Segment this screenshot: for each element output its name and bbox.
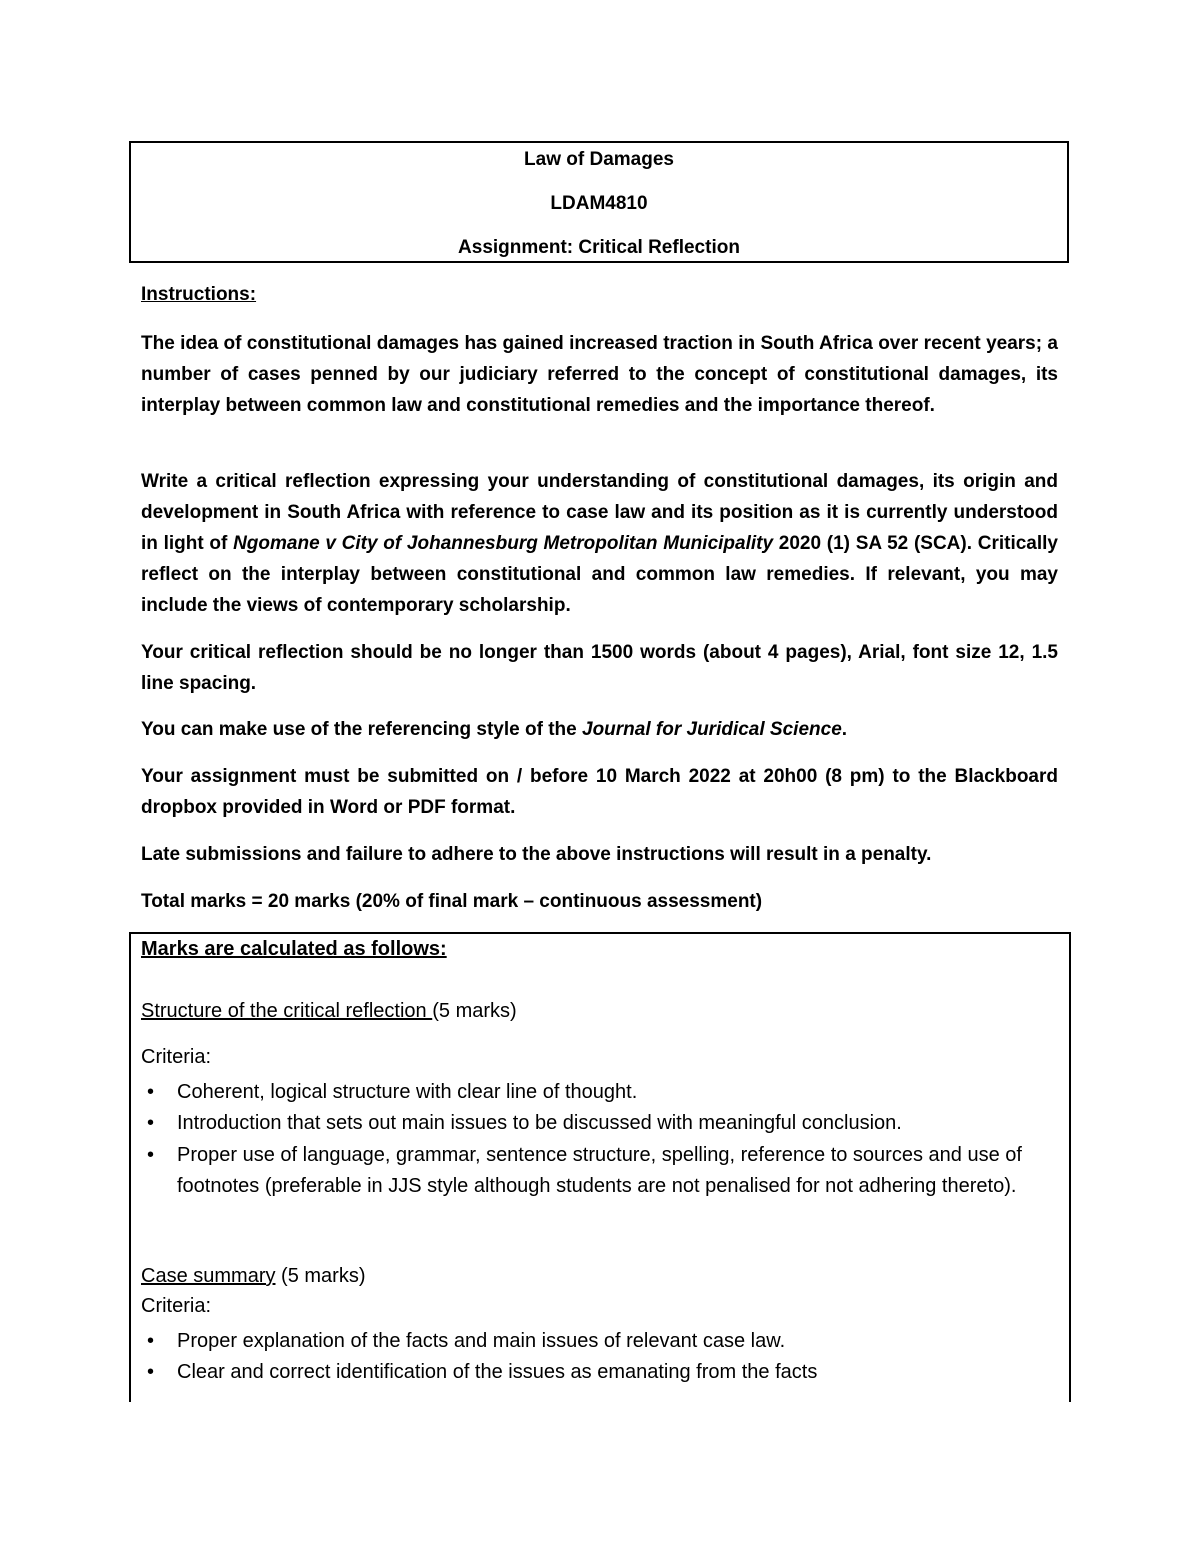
p4-text-after: .	[841, 719, 848, 740]
criteria-label-1: Criteria:	[141, 1046, 212, 1068]
criteria-label-2: Criteria:	[141, 1295, 212, 1317]
instructions-paragraph-3: Your critical reflection should be no longer than 1500 words (about 4 pages), Arial, font size 12, 1.5 line spacing.	[141, 642, 1058, 694]
section-structure-title	[141, 1000, 517, 1023]
section-case-summary-title	[141, 1265, 365, 1288]
section-case-summary-marks: (5 marks)	[275, 1265, 366, 1287]
instructions-paragraph-4	[141, 714, 1058, 745]
p2-text-before: Write a critical reflection expressing your understanding of constitutional damages, its origin and development in South Africa with reference to case law and its position as it is currently understood in light of	[141, 471, 1058, 554]
bullet-icon: •	[147, 1361, 155, 1383]
bullet-icon: •	[147, 1330, 155, 1352]
p2-text-after: 2020 (1) SA 52 (SCA). Critically reflect on the interplay between constitutional and common law remedies. If relevant, you may include the views of contemporary scholarship.	[141, 533, 1058, 616]
case-name: Ngomane v City of Johannesburg Metropolitan Municipality	[233, 533, 774, 554]
list-item-text: Introduction that sets out main issues to be discussed with meaningful conclusion.	[177, 1112, 902, 1134]
instructions-paragraph-6: Late submissions and failure to adhere to the above instructions will result in a penalty.	[141, 844, 932, 865]
list-item-text: Proper explanation of the facts and main issues of relevant case law.	[177, 1330, 786, 1352]
instructions-paragraph-2	[141, 466, 1058, 621]
marks-heading: Marks are calculated as follows:	[141, 938, 447, 960]
instructions-paragraph-5: Your assignment must be submitted on / before 10 March 2022 at 20h00 (8 pm) to the Blackboard dropbox provided in Word or PDF format.	[141, 766, 1058, 818]
list-item-text: Clear and correct identification of the issues as emanating from the facts	[177, 1361, 818, 1383]
bullet-icon: •	[147, 1112, 155, 1134]
bullet-icon: •	[147, 1144, 155, 1166]
instructions-paragraph-1: The idea of constitutional damages has gained increased traction in South Africa over recent years; a number of cases penned by our judiciary referred to the concept of constitutional damages, its interplay between common law and constitutional remedies and the importance thereof.	[141, 333, 1058, 416]
list-item-text: Proper use of language, grammar, sentence structure, spelling, reference to sources and use of footnotes (preferable in JJS style although students are not penalised for not adhering thereto).	[177, 1144, 1022, 1197]
course-title: Law of Damages	[524, 149, 674, 170]
instructions-paragraph-7: Total marks = 20 marks (20% of final mark – continuous assessment)	[141, 891, 763, 912]
bullet-icon: •	[147, 1081, 155, 1103]
title-box	[129, 141, 1069, 263]
assignment-title: Assignment: Critical Reflection	[458, 237, 740, 258]
p4-text-before: You can make use of the referencing style of the	[141, 719, 582, 740]
instructions-heading: Instructions:	[141, 284, 257, 305]
journal-name: Journal for Juridical Science	[582, 719, 842, 740]
section-case-summary-name: Case summary	[141, 1265, 276, 1287]
section-structure-marks: (5 marks)	[432, 1000, 517, 1022]
course-code: LDAM4810	[550, 193, 648, 214]
list-item-text: Coherent, logical structure with clear line of thought.	[177, 1081, 638, 1103]
section-structure-name: Structure of the critical reflection	[141, 1000, 433, 1022]
